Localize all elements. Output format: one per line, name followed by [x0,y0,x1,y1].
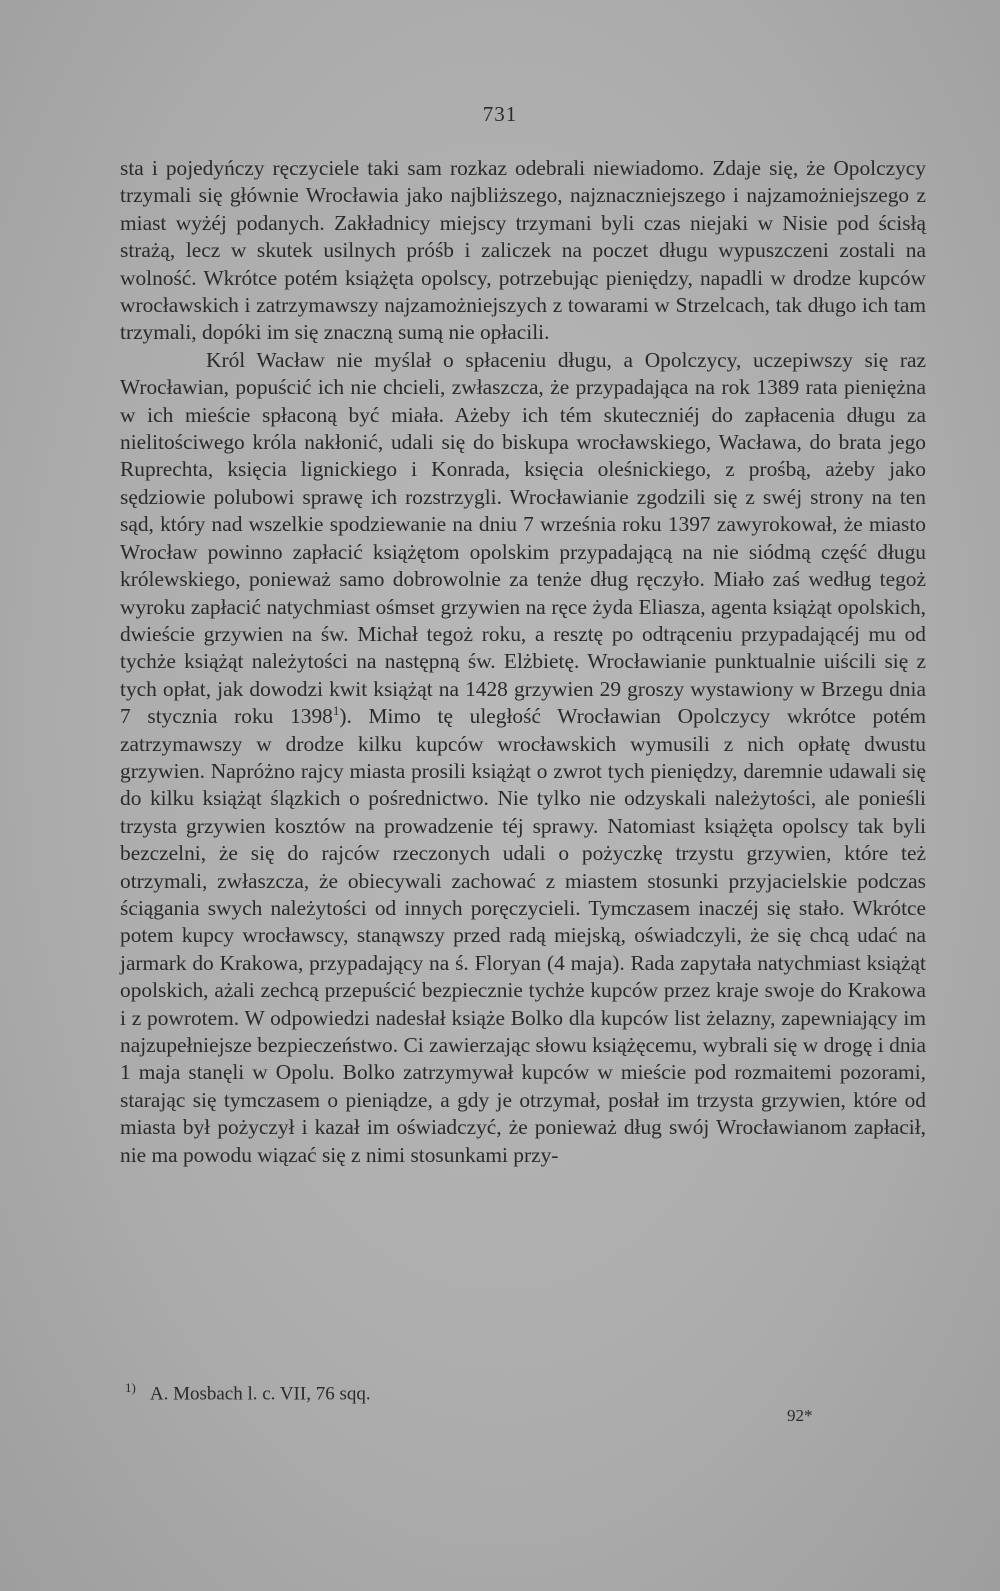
paragraph-2 [120,347,926,1169]
footnote-mark: 1) [125,1380,136,1395]
footnote [125,1380,371,1405]
printer-signature: 92* [787,1406,813,1425]
body-text [120,155,926,1169]
page-number: 731 [482,102,518,126]
footnote-text: A. Mosbach l. c. VII, 76 sqq. [149,1383,371,1405]
footnote-reference: 1 [332,703,340,718]
paragraph-2-text-after-ref: ). Mimo tę uległość Wrocławian Opolczycy wkrótce potém zatrzymawszy w drodze kilku kupców wrocławskich wymusili z nich opłatę dwustu grzywien. Napróżno rajcy miasta prosili książąt o zwrot tych pieniędzy, daremnie udawali się do kilku książąt ślązkich o pośrednictwo. Nie tylko nie odzyskali należytości, ale ponieśli trzysta grzywien kosztów na prowadzenie téj sprawy. Natomiast książęta opolscy tak byli bezczelni, że się do rajców rzeczonych udali o pożyczkę trzystu grzywien, które też otrzymali, zwłaszcza, że obiecywali zachować z miastem stosunki przyjacielskie podczas ściągania swych należytości od innych poręczycieli. Tymczasem inaczéj się stało. Wkrótce potem kupcy wrocławscy, stanąwszy przed radą miejską, oświadczyli, że się chcą udać na jarmark do Krakowa, przypadający na ś. Floryan (4 maja). Rada zapytała natychmiast książąt opolskich, ażali zechcą przepuścić bezpiecznie tychże kupców przez kraje swoje do Krakowa i z powrotem. W odpowiedzi nadesłał książe Bolko dla kupców list żelazny, zapewniający im najzupełniejsze bezpieczeństwo. Ci zawierzając słowu książęcemu, wybrali się w drogę i dnia 1 maja stanęli w Opolu. Bolko zatrzymywał kupców w mieście pod rozmaitemi pozorami, starając się tymczasem o pieniądze, a gdy je otrzymał, posłał im trzysta grzywien, które od miasta był pożyczył i kazał im oświadczyć, że ponieważ dług swój Wrocławianom zapłacił, nie ma powodu wiązać się z nimi stosunkami przy- [120,704,926,1167]
paragraph-1: sta i pojedyńczy ręczyciele taki sam rozkaz odebrali niewiadomo. Zdaje się, że Opolczycy trzymali się głównie Wrocławia jako najbliższego, najznaczniejszego i najzamożniejszego z miast wyżéj podanych. Zakładnicy miejscy trzymani byli czas niejaki w Nisie pod ścisłą strażą, lecz w skutek usilnych próśb i zaliczek na poczet długu wypuszczeni zostali na wolność. Wkrótce potém książęta opolscy, potrzebując pieniędzy, napadli w drodze kupców wrocławskich i zatrzymawszy najzamożniejszych z towarami w Strzelcach, tak długo ich tam trzymali, dopóki im się znaczną sumą nie opłacili. [120,156,926,345]
paragraph-2-text-before-ref: Król Wacław nie myślał o spłaceniu długu, a Opolczycy, uczepiwszy się raz Wrocławian, popuścić ich nie chcieli, zwłaszcza, że przypadająca na rok 1389 rata pieniężna w ich mieście spłaconą być miała. Ażeby ich tém skuteczniéj do zapłacenia długu za nielitościwego króla nakłonić, udali się do biskupa wrocławskiego, Wacława, do brata jego Ruprechta, księcia lignickiego i Konrada, księcia oleśnickiego, z prośbą, ażeby jako sędziowie polubowi sprawę ich rozstrzygli. Wrocławianie zgodzili się z swéj strony na ten sąd, który nad wszelkie spodziewanie na dniu 7 września roku 1397 zawyrokował, że miasto Wrocław powinno zapłacić książętom opolskim przypadającą na nie siódmą część długu królewskiego, ponieważ samo dobrowolnie za tenże dług ręczyło. Miało zaś według tegoż wyroku zapłacić natychmiast ośmset grzywien na ręce żyda Eliasza, agenta książąt opolskich, dwieście grzywien na św. Michał tegoż roku, a resztę po odtrąceniu przypadającéj mu od tychże książąt należytości na następną św. Elżbietę. Wrocławianie punktualnie uiścili się z tych opłat, jak dowodzi kwit książąt na 1428 grzywien 29 groszy wystawiony w Brzegu dnia 7 stycznia roku 1398 [120,347,926,729]
